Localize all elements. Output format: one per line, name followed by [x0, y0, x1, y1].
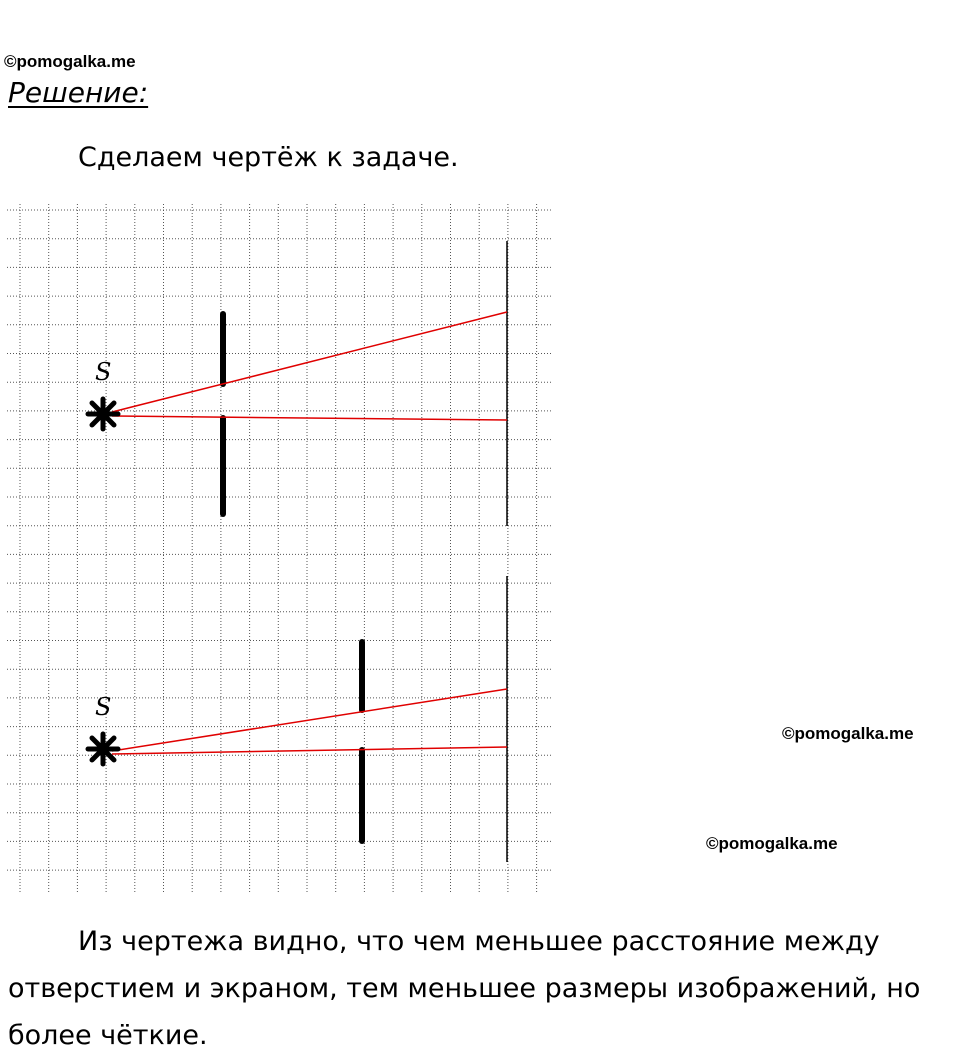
top-ray-upper: [112, 312, 507, 412]
bottom-source-label: S: [95, 693, 112, 721]
dotted-grid: [7, 204, 552, 892]
pinhole-drawing: [0, 196, 560, 896]
watermark-top: ©pomogalka.me: [4, 52, 136, 71]
bottom-ray-upper: [112, 689, 507, 751]
bottom-diagram: [88, 576, 507, 862]
conclusion-text: Из чертежа видно, что чем меньшее расстояние между отверстием и экраном, тем меньшее размеры изображений, но более чёткие.: [8, 926, 921, 1051]
solution-heading: Решение:: [8, 76, 149, 109]
intro-text: Сделаем чертёж к задаче.: [78, 142, 459, 173]
top-light-source-icon: [88, 399, 118, 429]
bottom-ray-lower: [112, 747, 507, 754]
bottom-light-source-icon: [88, 734, 118, 764]
top-diagram: [88, 241, 507, 526]
watermark-middle: ©pomogalka.me: [782, 724, 914, 743]
watermark-bottom: ©pomogalka.me: [706, 834, 838, 853]
top-source-label: S: [95, 358, 112, 386]
top-ray-lower: [112, 416, 507, 420]
